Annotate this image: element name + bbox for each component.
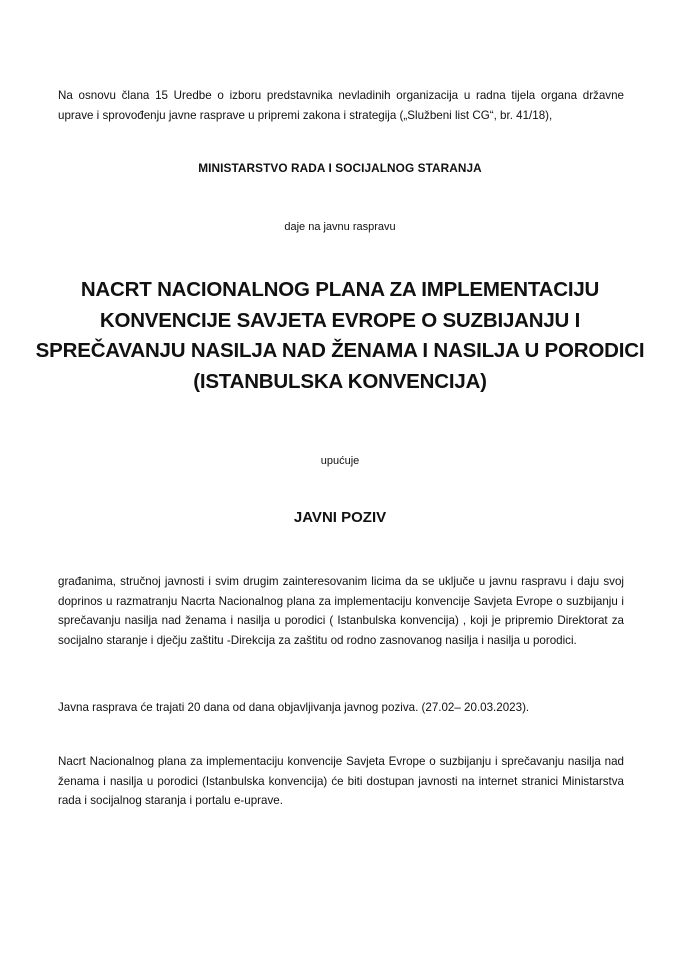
ministry-name: MINISTARSTVO RADA I SOCIJALNOG STARANJA	[198, 161, 482, 175]
document-title: NACRT NACIONALNOG PLANA ZA IMPLEMENTACIJU KONVENCIJE SAVJETA EVROPE O SUZBIJANJU I SPREČAVANJU NASILJA NAD ŽENAMA I NASILJA U PORODICI (ISTANBULSKA KONVENCIJA)	[35, 278, 645, 393]
duration-paragraph: Javna rasprava će trajati 20 dana od dana objavljivanja javnog poziva. (27.02– 20.03.2023).	[58, 701, 530, 714]
call-heading: JAVNI POZIV	[293, 509, 387, 526]
action-text: daje na javnu raspravu	[284, 221, 396, 233]
legal-basis-paragraph: Na osnovu člana 15 Uredbe o izboru predstavnika nevladinih organizacija u radna tijela organa državne uprave i sprovođenju javne rasprave u pripremi zakona i strategija („Službeni list CG“, br. 41/18),	[58, 89, 624, 122]
directs-text: upućuje	[320, 455, 360, 467]
availability-paragraph: Nacrt Nacionalnog plana za implementaciju konvencije Savjeta Evrope o suzbijanju i sprečavanju nasilja nad ženama i nasilja u porodici (Istanbulska konvencija) će biti dostupan javnosti na internet stranici Ministarstva rada i socijalnog staranja i portalu e-uprave.	[58, 755, 624, 807]
invitation-paragraph: građanima, stručnoj javnosti i svim drugim zainteresovanim licima da se uključe u javnu raspravu i daju svoj doprinos u razmatranju Nacrta Nacionalnog plana za implementaciju konvencije Savjeta Evrope o suzbijanju i sprečavanju nasilja nad ženama i nasilja u porodici ( Istanbulska konvencija) , koji je pripremio Direktorat za socijalno staranje i dječju zaštitu -Direkcija za zaštitu od rodno zasnovanog nasilja i nasilja u porodici.	[58, 575, 624, 647]
